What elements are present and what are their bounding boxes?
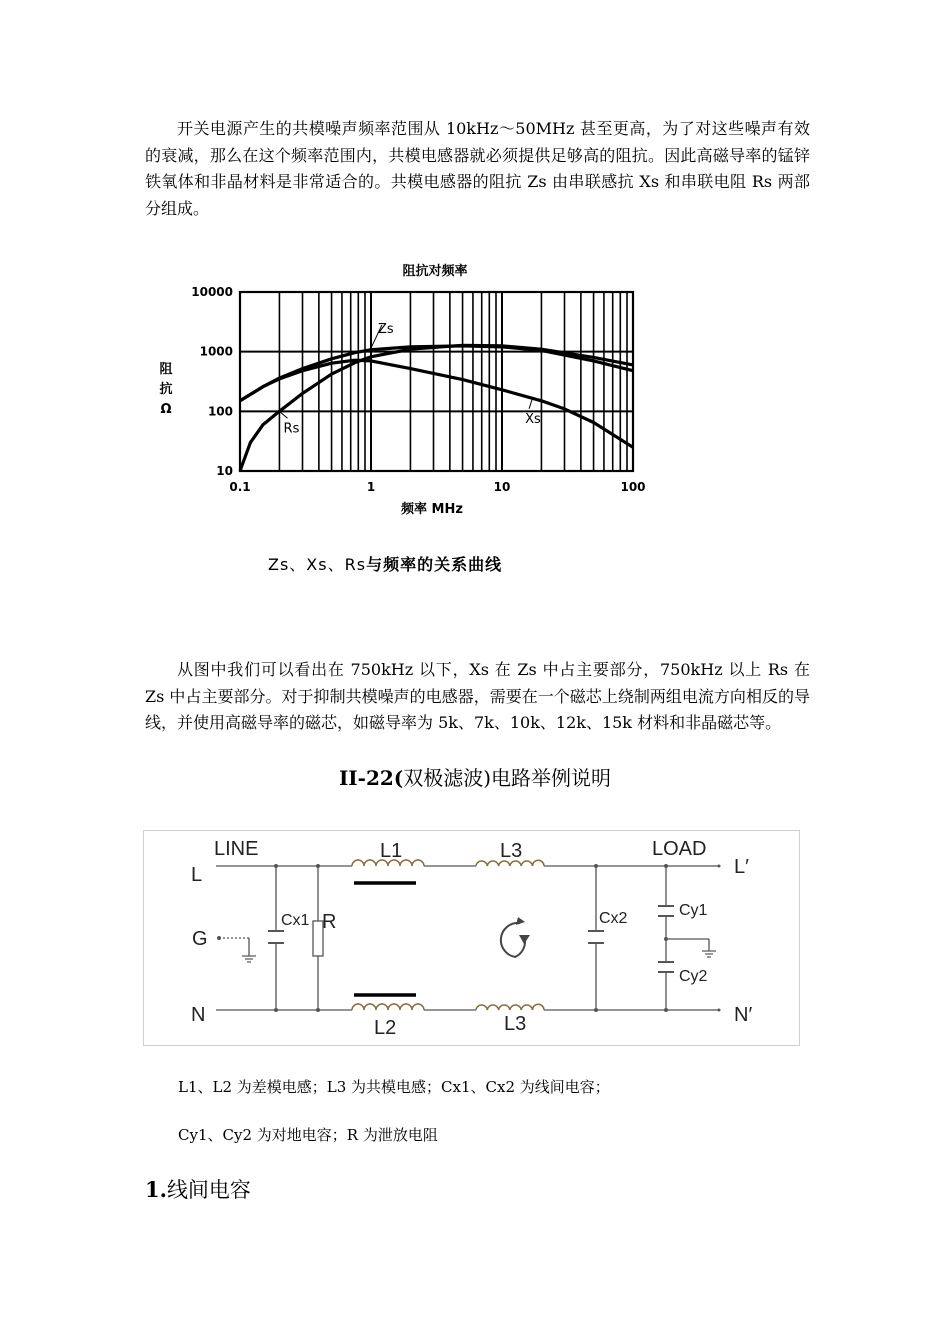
circuit-cx2-label: Cx2 [599, 910, 628, 927]
y-tick-label: 1000 [199, 344, 233, 359]
impedance-chart [150, 255, 650, 525]
series-label-zs: Zs [377, 321, 394, 337]
circuit-cy2-label: Cy2 [679, 968, 708, 985]
chart-y-axis-label [159, 362, 172, 417]
circuit-svg [144, 831, 799, 1045]
x-tick-label: 0.1 [229, 480, 251, 494]
circuit-n-output: N′ [734, 1004, 753, 1026]
section-heading-ii22 [0, 762, 950, 791]
series-leader-rs [279, 411, 287, 418]
y-axis-label-char: 阻 [159, 362, 173, 377]
series-leader-xs [529, 399, 532, 409]
l3-bottom-inductor [476, 1004, 544, 1010]
series-label-xs: Xs [525, 411, 541, 427]
section-1-number: 1. [145, 1177, 167, 1202]
y-axis-label-char: Ω [160, 402, 172, 417]
x-tick-label: 1 [366, 480, 376, 494]
circuit-note-2: Cy1、Cy2 为对地电容；R 为泄放电阻 [178, 1126, 438, 1144]
circuit-load-label: LOAD [652, 838, 707, 860]
y-tick-label: 10 [216, 464, 233, 478]
circuit-l2-label: L2 [374, 1017, 397, 1039]
x-tick-label: 10 [493, 480, 511, 494]
circuit-l3-top-label: L3 [500, 840, 523, 862]
chart-frame [240, 292, 633, 471]
circuit-l-output: L′ [734, 856, 749, 878]
circuit-line-label: LINE [214, 838, 259, 860]
chart-title: 阻抗对频率 [402, 264, 468, 279]
circuit-l3-bottom-label: L3 [504, 1013, 527, 1035]
circuit-n-input: N [191, 1004, 206, 1026]
chart-grid [240, 292, 633, 471]
section-1-title: 线间电容 [166, 1178, 251, 1202]
l2-inductor [352, 1004, 424, 1010]
y-axis-label-char: 抗 [159, 382, 173, 397]
circuit-l1-label: L1 [380, 840, 403, 862]
intro-paragraph: 开关电源产生的共模噪声频率范围从 10kHz～50MHz 甚至更高，为了对这些噪声有效的衰减，那么在这个频率范围内，共模电感器就必须提供足够高的阻抗。因此高磁导率的锰锌铁氧体和非晶材料是非常适合的。共模电感器的阻抗 Zs 由串联感抗 Xs 和串联电阻 Rs 两部分组成。 [145, 119, 810, 218]
section-1-heading [145, 1174, 251, 1204]
x-tick-label: 100 [620, 480, 646, 494]
circuit-cy1-label: Cy1 [679, 902, 708, 919]
series-line-rs [240, 345, 633, 471]
analysis-paragraph: 从图中我们可以看出在 750kHz 以下，Xs 在 Zs 中占主要部分，750kHz 以上 Rs 在 Zs 中占主要部分。对于抑制共模噪声的电感器，需要在一个磁芯上绕制两组电流方向相反的导线，并使用高磁导率的磁芯，如磁导率为 5k、7k、10k、12k、15k 材料和非晶磁芯等。 [145, 660, 810, 732]
heading-bold-part: II-22( [338, 766, 404, 790]
filter-circuit-diagram [143, 830, 800, 1046]
chart-x-axis-label: 频率 MHz [401, 502, 463, 517]
y-tick-label: 10000 [191, 285, 233, 299]
chart-series-lines [240, 345, 633, 471]
current-loop-icon [501, 917, 530, 957]
chart-caption [268, 552, 502, 575]
circuit-l-input: L [191, 864, 203, 886]
circuit-r-label: R [322, 911, 337, 933]
circuit-note-1: L1、L2 为差模电感；L3 为共模电感；Cx1、Cx2 为线间电容； [178, 1078, 610, 1096]
circuit-g-input: G [192, 928, 208, 950]
series-label-rs: Rs [283, 421, 300, 437]
circuit-cx1-label: Cx1 [281, 912, 310, 929]
heading-normal-part: 双极滤波)电路举例说明 [403, 766, 612, 790]
y-tick-label: 100 [207, 404, 233, 419]
chart-caption-suffix: 与频率的关系曲线 [366, 555, 503, 574]
impedance-chart-svg [150, 255, 650, 525]
chart-caption-prefix: Zs、Xs、Rs [268, 555, 367, 574]
